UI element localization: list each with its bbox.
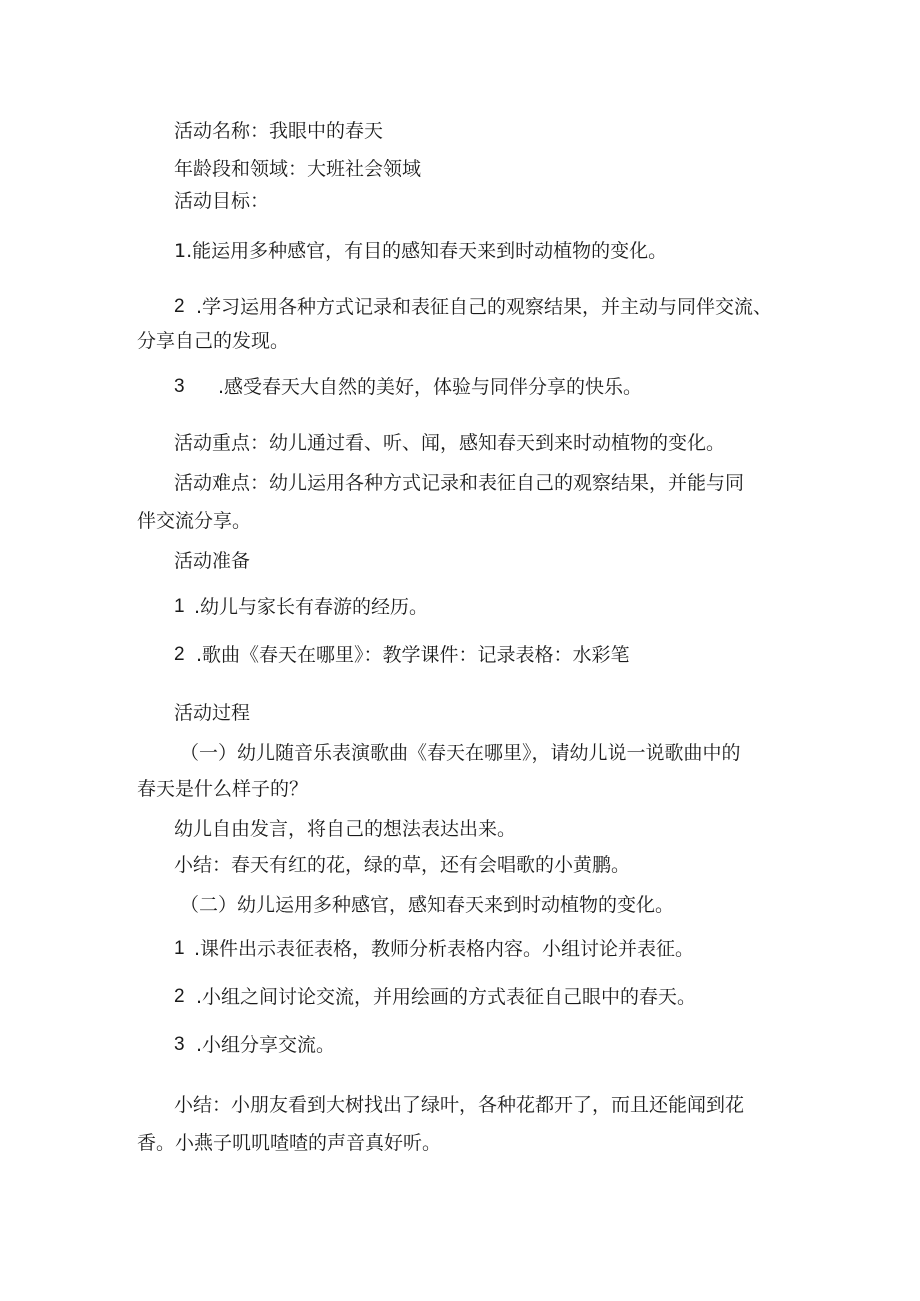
step-1: .课件出示表征表格，教师分析表格内容。小组讨论并表征。 — [194, 938, 695, 960]
goal-3-number: 3 — [174, 376, 185, 397]
process-heading: 活动过程 — [174, 702, 251, 724]
step-2-number: 2 — [174, 986, 185, 1007]
goal-2-number: 2 — [174, 296, 185, 317]
age-and-domain: 年龄段和领域：大班社会领域 — [174, 158, 422, 180]
prep-2: .歌曲《春天在哪里》：教学课件：记录表格：水彩笔 — [196, 644, 630, 666]
step-3: .小组分享交流。 — [196, 1034, 336, 1056]
prep-2-number: 2 — [174, 644, 185, 665]
activity-name: 活动名称：我眼中的春天 — [174, 120, 384, 142]
goals-heading: 活动目标： — [174, 190, 270, 212]
prep-1-number: 1 — [174, 596, 185, 617]
difficulty-line1: 活动难点：幼儿运用各种方式记录和表征自己的观察结果，并能与同 — [174, 472, 745, 494]
step-1-number: 1 — [174, 938, 185, 959]
prep-1: .幼儿与家长有春游的经历。 — [194, 596, 429, 618]
goal-2-line1: .学习运用各种方式记录和表征自己的观察结果，并主动与同伴交流、 — [196, 296, 773, 318]
part1-line2: 春天是什么样子的？ — [137, 778, 309, 800]
goal-3: .感受春天大自然的美好，体验与同伴分享的快乐。 — [218, 376, 643, 398]
summary-2-line2: 香。小燕子叽叽喳喳的声音真好听。 — [137, 1132, 442, 1154]
goal-1: 1.能运用多种感官，有目的感知春天来到时动植物的变化。 — [174, 240, 668, 262]
key-point: 活动重点：幼儿通过看、听、闻，感知春天到来时动植物的变化。 — [174, 432, 726, 454]
step-2: .小组之间讨论交流，并用绘画的方式表征自己眼中的春天。 — [196, 986, 697, 1008]
summary-1: 小结：春天有红的花，绿的草，还有会唱歌的小黄鹏。 — [174, 854, 631, 876]
free-speech: 幼儿自由发言，将自己的想法表达出来。 — [174, 818, 517, 840]
step-3-number: 3 — [174, 1034, 185, 1055]
part2: （二）幼儿运用多种感官，感知春天来到时动植物的变化。 — [180, 894, 675, 916]
part1-line1: （一）幼儿随音乐表演歌曲《春天在哪里》，请幼儿说一说歌曲中的 — [180, 742, 741, 764]
preparation-heading: 活动准备 — [174, 550, 251, 572]
goal-2-line2: 分享自己的发现。 — [137, 330, 290, 352]
difficulty-line2: 伴交流分享。 — [137, 510, 252, 532]
summary-2-line1: 小结：小朋友看到大树找出了绿叶，各种花都开了，而且还能闻到花 — [174, 1094, 745, 1116]
